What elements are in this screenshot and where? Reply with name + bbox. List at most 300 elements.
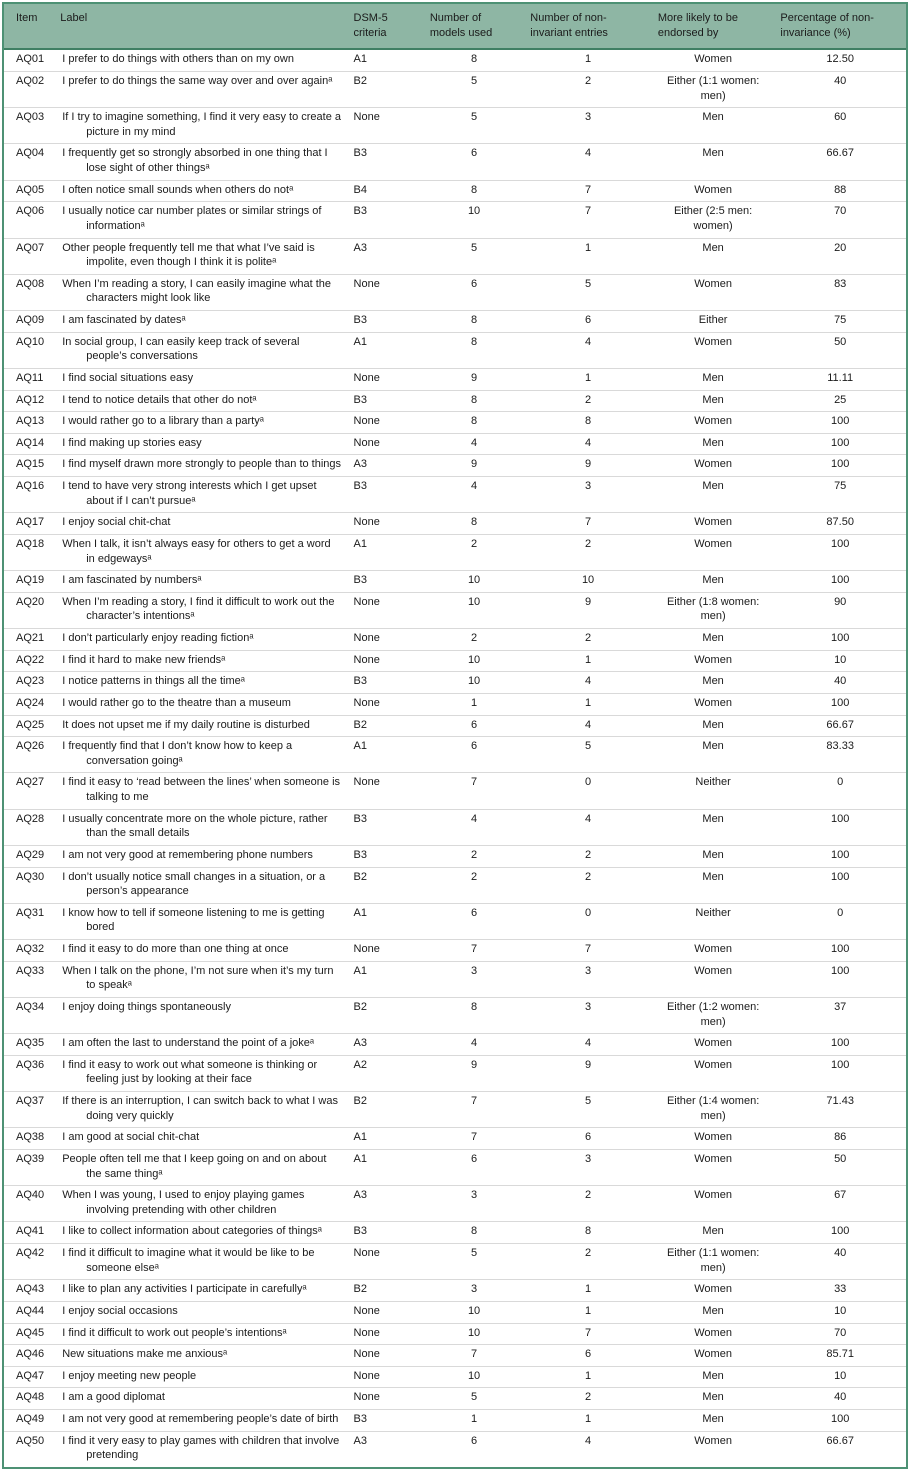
cell-dsm5: A1	[348, 332, 424, 368]
table-row	[4, 1388, 906, 1410]
cell-dsm5: A3	[348, 455, 424, 477]
cell-label: I like to plan any activities I participate in carefullyᵃ	[54, 1280, 347, 1302]
cell-models-used: 7	[424, 940, 524, 962]
cell-label: I find social situations easy	[54, 368, 347, 390]
table-row	[4, 1244, 906, 1280]
cell-endorsed-by: Women	[694, 53, 732, 66]
cell-label: I notice patterns in things all the timeᵃ	[54, 672, 347, 694]
cell-endorsed-by: Men	[652, 715, 775, 737]
cell-label: I often notice small sounds when others do notᵃ	[54, 180, 347, 202]
cell-endorsed-by: Men	[652, 629, 775, 651]
cell-label: When I’m reading a story, I find it difficult to work out the character’s intentionsᵃ	[54, 592, 347, 628]
cell-noninvariant-entries: 2	[524, 867, 652, 903]
cell-dsm5: B2	[348, 997, 424, 1033]
cell-percentage: 10	[774, 1366, 906, 1388]
cell-dsm5: B2	[348, 867, 424, 903]
cell-dsm5: B3	[348, 1410, 424, 1432]
table-row	[4, 1055, 906, 1091]
cell-endorsed-by: Men	[652, 1388, 775, 1410]
cell-noninvariant-entries: 1	[524, 1301, 652, 1323]
cell-dsm5: None	[348, 1244, 424, 1280]
table-row	[4, 1301, 906, 1323]
cell-label: If there is an interruption, I can switch back to what I was doing very quickly	[54, 1092, 347, 1128]
cell-percentage: 50	[774, 1149, 906, 1185]
table-row	[4, 773, 906, 809]
table-row	[4, 1345, 906, 1367]
cell-item: AQ23	[4, 672, 54, 694]
cell-endorsed-by: Either (1:1 women: men)	[652, 1244, 775, 1280]
cell-label: I enjoy social occasions	[54, 1301, 347, 1323]
table-row	[4, 903, 906, 939]
cell-percentage: 66.67	[774, 1431, 906, 1467]
cell-noninvariant-entries: 7	[524, 940, 652, 962]
cell-dsm5: None	[348, 1323, 424, 1345]
cell-models-used: 6	[424, 1431, 524, 1467]
cell-percentage: 100	[774, 412, 906, 434]
cell-dsm5: None	[348, 650, 424, 672]
cell-percentage: 75	[774, 311, 906, 333]
cell-percentage: 100	[774, 455, 906, 477]
cell-models-used: 9	[424, 1055, 524, 1091]
cell-dsm5: A2	[348, 1055, 424, 1091]
cell-models-used: 8	[424, 311, 524, 333]
cell-noninvariant-entries: 2	[524, 1186, 652, 1222]
cell-label: I find it very easy to play games with children that involve pretending	[54, 1431, 347, 1467]
cell-models-used: 7	[424, 1345, 524, 1367]
cell-item: AQ11	[4, 368, 54, 390]
cell-dsm5: B3	[348, 845, 424, 867]
cell-dsm5: None	[348, 274, 424, 310]
cell-label: New situations make me anxiousᵃ	[54, 1345, 347, 1367]
table-row	[4, 1280, 906, 1302]
cell-models-used: 10	[424, 1366, 524, 1388]
cell-endorsed-by: Women	[652, 180, 775, 202]
cell-item: AQ09	[4, 311, 54, 333]
table-row	[4, 1034, 906, 1056]
cell-item: AQ36	[4, 1055, 54, 1091]
cell-label: I find it hard to make new friendsᵃ	[54, 650, 347, 672]
cell-label: I like to collect information about categories of thingsᵃ	[54, 1222, 347, 1244]
cell-endorsed-by: Neither	[652, 773, 775, 809]
cell-item: AQ30	[4, 867, 54, 903]
cell-item: AQ33	[4, 961, 54, 997]
table-row	[4, 1186, 906, 1222]
cell-models-used: 7	[424, 1092, 524, 1128]
table-row	[4, 1128, 906, 1150]
cell-endorsed-by: Men	[652, 144, 775, 180]
cell-label: I tend to have very strong interests which I get upset about if I can’t pursueᵃ	[54, 477, 347, 513]
cell-endorsed-by: Either (1:8 women: men)	[652, 592, 775, 628]
cell-noninvariant-entries: 4	[524, 715, 652, 737]
cell-label: When I’m reading a story, I can easily imagine what the characters might look like	[54, 274, 347, 310]
table-row	[4, 1222, 906, 1244]
cell-endorsed-by: Men	[652, 433, 775, 455]
cell-models-used: 1	[424, 693, 524, 715]
table-row	[4, 513, 906, 535]
cell-item: AQ02	[4, 71, 54, 107]
cell-endorsed-by: Either (1:1 women: men)	[652, 71, 775, 107]
cell-models-used: 4	[424, 1034, 524, 1056]
cell-noninvariant-entries: 3	[524, 108, 652, 144]
cell-noninvariant-entries: 1	[585, 53, 592, 66]
table-row	[4, 534, 906, 570]
cell-percentage: 100	[774, 629, 906, 651]
cell-label: I find it difficult to work out people’s intentionsᵃ	[54, 1323, 347, 1345]
cell-item: AQ29	[4, 845, 54, 867]
cell-noninvariant-entries: 4	[524, 809, 652, 845]
cell-label: I don’t usually notice small changes in a situation, or a person’s appearance	[54, 867, 347, 903]
cell-endorsed-by: Men	[652, 845, 775, 867]
cell-noninvariant-entries: 3	[524, 997, 652, 1033]
table-row	[4, 477, 906, 513]
cell-endorsed-by: Women	[652, 1186, 775, 1222]
aq-invariance-table	[4, 4, 906, 1467]
cell-label: I am not very good at remembering phone numbers	[54, 845, 347, 867]
cell-dsm5: B3	[348, 809, 424, 845]
cell-percentage: 100	[774, 867, 906, 903]
cell-percentage: 71.43	[774, 1092, 906, 1128]
cell-percentage: 100	[774, 534, 906, 570]
cell-noninvariant-entries: 4	[524, 672, 652, 694]
cell-item: AQ41	[4, 1222, 54, 1244]
table-row	[4, 1149, 906, 1185]
cell-percentage: 40	[774, 71, 906, 107]
cell-dsm5: A3	[348, 1034, 424, 1056]
table-row	[4, 180, 906, 202]
cell-percentage: 87.50	[774, 513, 906, 535]
cell-endorsed-by: Women	[652, 1128, 775, 1150]
cell-models-used: 3	[424, 1186, 524, 1222]
cell-item: AQ46	[4, 1345, 54, 1367]
table-row	[4, 737, 906, 773]
table-row	[4, 390, 906, 412]
col-header-item: Item	[4, 4, 54, 49]
cell-models-used: 8	[424, 180, 524, 202]
cell-dsm5: B3	[348, 390, 424, 412]
table-row	[4, 455, 906, 477]
cell-dsm5: B3	[348, 144, 424, 180]
cell-percentage: 40	[774, 1388, 906, 1410]
cell-item: AQ21	[4, 629, 54, 651]
cell-models-used: 6	[424, 144, 524, 180]
cell-item: AQ34	[4, 997, 54, 1033]
cell-noninvariant-entries: 2	[524, 71, 652, 107]
cell-noninvariant-entries: 2	[524, 534, 652, 570]
col-header-entries: Number of non-invariant entries	[524, 4, 652, 49]
cell-models-used: 5	[424, 1244, 524, 1280]
cell-percentage: 90	[774, 592, 906, 628]
cell-item: AQ44	[4, 1301, 54, 1323]
cell-models-used: 10	[424, 1323, 524, 1345]
cell-noninvariant-entries: 1	[524, 1280, 652, 1302]
cell-item: AQ07	[4, 238, 54, 274]
cell-noninvariant-entries: 3	[524, 961, 652, 997]
cell-models-used: 6	[424, 1149, 524, 1185]
cell-endorsed-by: Men	[652, 571, 775, 593]
cell-endorsed-by: Women	[652, 1034, 775, 1056]
table-row	[4, 144, 906, 180]
cell-percentage: 40	[774, 672, 906, 694]
cell-endorsed-by: Women	[652, 513, 775, 535]
cell-percentage: 66.67	[774, 715, 906, 737]
cell-item: AQ40	[4, 1186, 54, 1222]
cell-label: I find making up stories easy	[54, 433, 347, 455]
cell-dsm5: None	[348, 1366, 424, 1388]
cell-models-used: 3	[424, 961, 524, 997]
cell-models-used: 5	[424, 71, 524, 107]
cell-dsm5: None	[348, 592, 424, 628]
cell-percentage: 25	[774, 390, 906, 412]
cell-label: I frequently get so strongly absorbed in one thing that I lose sight of other thingsᵃ	[54, 144, 347, 180]
cell-label: I would rather go to a library than a partyᵃ	[54, 412, 347, 434]
cell-noninvariant-entries: 9	[524, 592, 652, 628]
cell-endorsed-by: Men	[652, 867, 775, 903]
cell-models-used: 4	[424, 433, 524, 455]
cell-percentage: 0	[774, 773, 906, 809]
table-row	[4, 332, 906, 368]
cell-models-used: 5	[424, 1388, 524, 1410]
cell-noninvariant-entries: 1	[524, 650, 652, 672]
table-row	[4, 592, 906, 628]
cell-item: AQ01	[16, 53, 45, 66]
cell-noninvariant-entries: 4	[524, 1034, 652, 1056]
cell-dsm5: None	[348, 108, 424, 144]
cell-item: AQ27	[4, 773, 54, 809]
cell-item: AQ15	[4, 455, 54, 477]
cell-percentage: 100	[774, 940, 906, 962]
cell-noninvariant-entries: 5	[524, 1092, 652, 1128]
cell-percentage: 100	[774, 961, 906, 997]
cell-noninvariant-entries: 1	[524, 238, 652, 274]
cell-models-used: 9	[424, 368, 524, 390]
table-row	[4, 809, 906, 845]
cell-models-used: 8	[424, 1222, 524, 1244]
cell-models-used: 8	[424, 412, 524, 434]
cell-label: People often tell me that I keep going on and on about the same thingᵃ	[54, 1149, 347, 1185]
cell-endorsed-by: Women	[652, 412, 775, 434]
cell-item: AQ05	[4, 180, 54, 202]
cell-endorsed-by: Women	[652, 1323, 775, 1345]
cell-models-used: 5	[424, 108, 524, 144]
header-row	[4, 4, 906, 49]
cell-percentage: 33	[774, 1280, 906, 1302]
table-row	[4, 571, 906, 593]
cell-endorsed-by: Women	[652, 332, 775, 368]
cell-item: AQ06	[4, 202, 54, 238]
cell-models-used: 8	[424, 513, 524, 535]
cell-label: I know how to tell if someone listening to me is getting bored	[54, 903, 347, 939]
cell-dsm5: None	[348, 1345, 424, 1367]
cell-percentage: 50	[774, 332, 906, 368]
cell-item: AQ25	[4, 715, 54, 737]
cell-percentage: 100	[774, 1055, 906, 1091]
cell-label: When I talk, it isn’t always easy for others to get a word in edgewaysᵃ	[54, 534, 347, 570]
cell-endorsed-by: Either (1:2 women: men)	[652, 997, 775, 1033]
cell-models-used: 4	[424, 809, 524, 845]
cell-noninvariant-entries: 4	[524, 144, 652, 180]
cell-endorsed-by: Men	[652, 809, 775, 845]
cell-dsm5: A1	[348, 961, 424, 997]
cell-percentage: 20	[774, 238, 906, 274]
cell-models-used: 10	[424, 592, 524, 628]
cell-dsm5: None	[348, 433, 424, 455]
cell-label: I frequently find that I don’t know how to keep a conversation goingᵃ	[54, 737, 347, 773]
cell-dsm5: None	[348, 1388, 424, 1410]
cell-item: AQ03	[4, 108, 54, 144]
cell-label: I don’t particularly enjoy reading fictionᵃ	[54, 629, 347, 651]
cell-endorsed-by: Women	[652, 650, 775, 672]
cell-item: AQ17	[4, 513, 54, 535]
cell-dsm5: B2	[348, 71, 424, 107]
cell-label: I find it easy to work out what someone is thinking or feeling just by looking at their face	[54, 1055, 347, 1091]
table-row	[4, 650, 906, 672]
cell-item: AQ10	[4, 332, 54, 368]
cell-item: AQ48	[4, 1388, 54, 1410]
cell-percentage: 11.11	[774, 368, 906, 390]
cell-dsm5: B3	[348, 477, 424, 513]
cell-label: I tend to notice details that other do notᵃ	[54, 390, 347, 412]
col-header-endorsed: More likely to be endorsed by	[652, 4, 775, 49]
cell-dsm5: B3	[348, 571, 424, 593]
cell-label: I am not very good at remembering people’s date of birth	[54, 1410, 347, 1432]
cell-noninvariant-entries: 7	[524, 202, 652, 238]
cell-endorsed-by: Men	[652, 368, 775, 390]
cell-endorsed-by: Women	[652, 1149, 775, 1185]
cell-percentage: 100	[774, 693, 906, 715]
cell-noninvariant-entries: 2	[524, 629, 652, 651]
cell-label: In social group, I can easily keep track of several people’s conversations	[54, 332, 347, 368]
table-row	[4, 412, 906, 434]
table-row	[4, 867, 906, 903]
cell-dsm5: B2	[348, 1092, 424, 1128]
cell-models-used: 8	[471, 53, 478, 66]
cell-models-used: 8	[424, 332, 524, 368]
cell-percentage: 0	[774, 903, 906, 939]
cell-noninvariant-entries: 1	[524, 1366, 652, 1388]
table-header	[4, 4, 906, 49]
cell-percentage: 100	[774, 1410, 906, 1432]
cell-noninvariant-entries: 9	[524, 455, 652, 477]
cell-dsm5: A1	[348, 1149, 424, 1185]
cell-dsm5: None	[348, 513, 424, 535]
table-row	[4, 672, 906, 694]
cell-percentage: 40	[774, 1244, 906, 1280]
cell-percentage: 100	[774, 433, 906, 455]
cell-label: I prefer to do things with others than on my own	[62, 53, 294, 66]
cell-models-used: 2	[424, 629, 524, 651]
cell-dsm5: A3	[348, 1186, 424, 1222]
cell-noninvariant-entries: 3	[524, 1149, 652, 1185]
cell-noninvariant-entries: 0	[524, 773, 652, 809]
cell-percentage: 10	[774, 650, 906, 672]
cell-label: I enjoy meeting new people	[54, 1366, 347, 1388]
cell-item: AQ43	[4, 1280, 54, 1302]
cell-noninvariant-entries: 1	[524, 368, 652, 390]
cell-endorsed-by: Women	[652, 1055, 775, 1091]
cell-item: AQ35	[4, 1034, 54, 1056]
cell-percentage: 100	[774, 571, 906, 593]
cell-label: I find myself drawn more strongly to people than to things	[54, 455, 347, 477]
table-row	[4, 108, 906, 144]
cell-dsm5: None	[348, 1301, 424, 1323]
cell-endorsed-by: Women	[652, 940, 775, 962]
cell-noninvariant-entries: 2	[524, 390, 652, 412]
cell-item: AQ19	[4, 571, 54, 593]
cell-models-used: 6	[424, 274, 524, 310]
cell-item: AQ22	[4, 650, 54, 672]
cell-noninvariant-entries: 9	[524, 1055, 652, 1091]
cell-label: When I was young, I used to enjoy playing games involving pretending with other children	[54, 1186, 347, 1222]
cell-percentage: 66.67	[774, 144, 906, 180]
cell-models-used: 4	[424, 477, 524, 513]
cell-dsm5: B2	[348, 1280, 424, 1302]
cell-label: I find it difficult to imagine what it would be like to be someone elseᵃ	[54, 1244, 347, 1280]
cell-models-used: 10	[424, 672, 524, 694]
cell-endorsed-by: Men	[652, 1301, 775, 1323]
table-row	[4, 1323, 906, 1345]
cell-label: I enjoy doing things spontaneously	[54, 997, 347, 1033]
cell-item: AQ08	[4, 274, 54, 310]
cell-item: AQ16	[4, 477, 54, 513]
table-row	[4, 940, 906, 962]
cell-noninvariant-entries: 2	[524, 1388, 652, 1410]
cell-models-used: 10	[424, 571, 524, 593]
cell-percentage: 83	[774, 274, 906, 310]
cell-label: I am fascinated by numbersᵃ	[54, 571, 347, 593]
cell-models-used: 2	[424, 867, 524, 903]
cell-label: I am good at social chit-chat	[54, 1128, 347, 1150]
cell-endorsed-by: Neither	[652, 903, 775, 939]
table-row	[4, 202, 906, 238]
cell-endorsed-by: Either (1:4 women: men)	[652, 1092, 775, 1128]
cell-label: If I try to imagine something, I find it very easy to create a picture in my mind	[54, 108, 347, 144]
cell-models-used: 6	[424, 903, 524, 939]
cell-models-used: 10	[424, 202, 524, 238]
cell-dsm5: B3	[348, 311, 424, 333]
cell-dsm5: A1	[348, 903, 424, 939]
cell-percentage: 85.71	[774, 1345, 906, 1367]
cell-percentage: 86	[774, 1128, 906, 1150]
cell-dsm5: None	[348, 940, 424, 962]
cell-endorsed-by: Women	[652, 693, 775, 715]
cell-percentage: 70	[774, 202, 906, 238]
cell-item: AQ26	[4, 737, 54, 773]
cell-dsm5: None	[348, 693, 424, 715]
cell-endorsed-by: Men	[652, 477, 775, 513]
table-row	[4, 49, 906, 71]
cell-models-used: 7	[424, 1128, 524, 1150]
cell-models-used: 2	[424, 534, 524, 570]
cell-dsm5: A1	[348, 1128, 424, 1150]
cell-percentage: 67	[774, 1186, 906, 1222]
cell-noninvariant-entries: 3	[524, 477, 652, 513]
table-row	[4, 1366, 906, 1388]
table-row	[4, 238, 906, 274]
cell-noninvariant-entries: 4	[524, 332, 652, 368]
table-body	[4, 49, 906, 1467]
cell-dsm5: B2	[348, 715, 424, 737]
col-header-dsm5: DSM-5 criteria	[348, 4, 424, 49]
cell-item: AQ49	[4, 1410, 54, 1432]
cell-endorsed-by: Men	[652, 390, 775, 412]
cell-item: AQ04	[4, 144, 54, 180]
cell-item: AQ38	[4, 1128, 54, 1150]
table-row	[4, 1431, 906, 1467]
cell-dsm5: None	[348, 368, 424, 390]
cell-dsm5: A1	[353, 53, 367, 66]
cell-models-used: 6	[424, 737, 524, 773]
cell-item: AQ24	[4, 693, 54, 715]
